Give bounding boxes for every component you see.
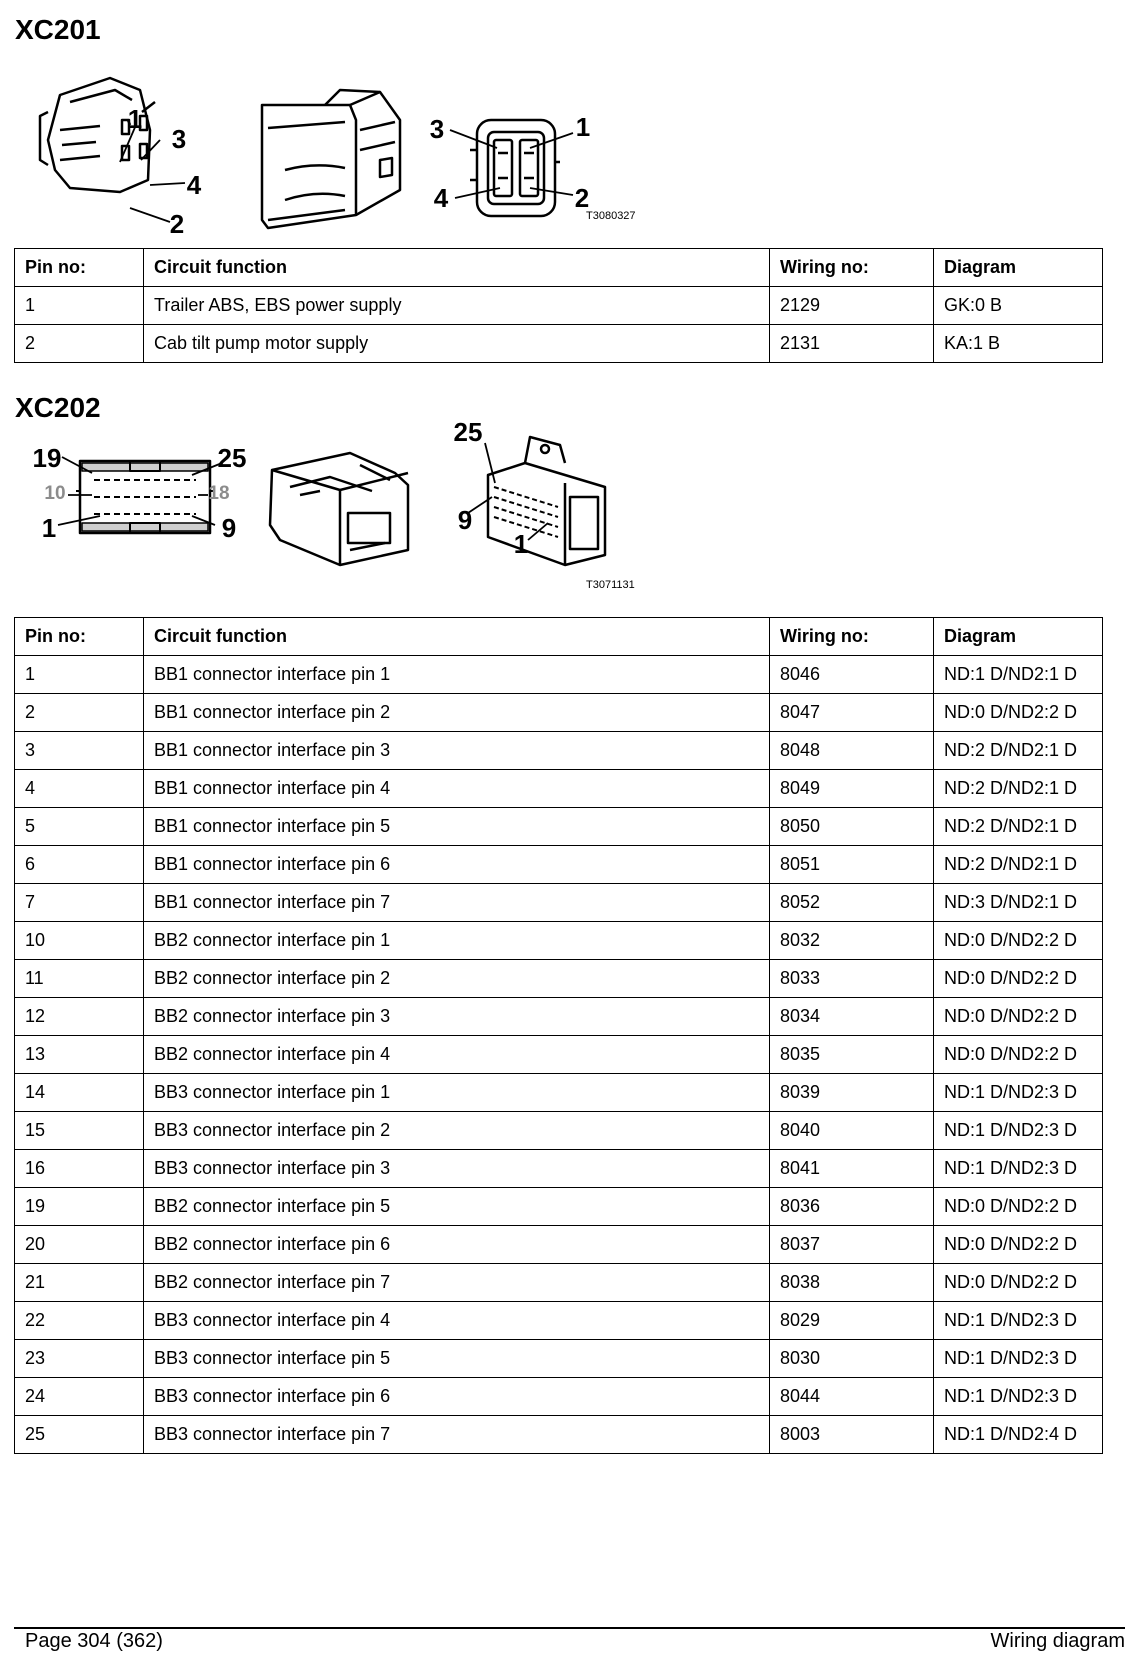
pin-number-cell: 16 [15,1150,144,1188]
callout-pin-2: 2 [169,209,185,239]
wiring-number-cell: 8036 [770,1188,934,1226]
pin-number-cell: 1 [15,287,144,325]
pin-number-cell: 14 [15,1074,144,1112]
circuit-function-cell: BB2 connector interface pin 2 [144,960,770,998]
table-row [15,846,1103,884]
column-header-pin: Pin no: [15,249,144,287]
circuit-function-cell: BB3 connector interface pin 6 [144,1378,770,1416]
table-row [15,1378,1103,1416]
wiring-number-cell: 8044 [770,1378,934,1416]
callout-pin-1: 1 [575,112,591,142]
diagram-cell: ND:2 D/ND2:1 D [934,808,1103,846]
pin-number-cell: 23 [15,1340,144,1378]
circuit-function-cell: BB2 connector interface pin 5 [144,1188,770,1226]
column-header-circuit-function: Circuit function [144,249,770,287]
wiring-number-cell: 8051 [770,846,934,884]
callout-pin-25: 25 [217,443,247,473]
callout-pin-18: 18 [208,483,230,504]
callout-pin-4: 4 [433,183,449,213]
circuit-function-cell: BB2 connector interface pin 4 [144,1036,770,1074]
wiring-number-cell: 8003 [770,1416,934,1454]
circuit-function-cell: Cab tilt pump motor supply [144,325,770,363]
xc201-connector-side-view [40,78,155,192]
wiring-number-cell: 8037 [770,1226,934,1264]
diagram-cell: ND:0 D/ND2:2 D [934,694,1103,732]
wiring-number-cell: 8040 [770,1112,934,1150]
pin-number-cell: 7 [15,884,144,922]
table-row [15,808,1103,846]
wiring-number-cell: 8050 [770,808,934,846]
diagram-cell: GK:0 B [934,287,1103,325]
callout-pin-25: 25 [453,417,483,447]
pin-number-cell: 4 [15,770,144,808]
circuit-function-cell: BB1 connector interface pin 4 [144,770,770,808]
xc202-pin-table [14,617,1103,1454]
wiring-number-cell: 8041 [770,1150,934,1188]
wiring-number-cell: 8033 [770,960,934,998]
wiring-number-cell: 8039 [770,1074,934,1112]
table-row [15,1416,1103,1454]
table-row [15,1226,1103,1264]
wiring-number-cell: 2131 [770,325,934,363]
wiring-number-cell: 8038 [770,1264,934,1302]
diagram-cell: ND:1 D/ND2:3 D [934,1378,1103,1416]
wiring-number-cell: 8029 [770,1302,934,1340]
diagram-cell: ND:2 D/ND2:1 D [934,846,1103,884]
table-row [15,960,1103,998]
pin-number-cell: 22 [15,1302,144,1340]
wiring-number-cell: 8047 [770,694,934,732]
section-title-xc201: XC201 [15,14,101,45]
diagram-cell: ND:0 D/ND2:2 D [934,1264,1103,1302]
circuit-function-cell: BB2 connector interface pin 3 [144,998,770,1036]
diagram-cell: ND:1 D/ND2:3 D [934,1340,1103,1378]
pin-number-cell: 19 [15,1188,144,1226]
table-row [15,325,1103,363]
circuit-function-cell: BB3 connector interface pin 2 [144,1112,770,1150]
xc202-connector-rear-view [488,437,605,565]
xc202-connector-drawings [0,417,700,575]
table-row [15,656,1103,694]
table-row [15,884,1103,922]
column-header-wiring-no: Wiring no: [770,249,934,287]
table-row [15,732,1103,770]
diagram-cell: ND:0 D/ND2:2 D [934,1226,1103,1264]
diagram-cell: ND:1 D/ND2:3 D [934,1302,1103,1340]
wiring-number-cell: 8035 [770,1036,934,1074]
circuit-function-cell: BB3 connector interface pin 7 [144,1416,770,1454]
diagram-cell: ND:3 D/ND2:1 D [934,884,1103,922]
column-header-wiring-no: Wiring no: [770,618,934,656]
pin-number-cell: 1 [15,656,144,694]
pin-number-cell: 25 [15,1416,144,1454]
diagram-cell: ND:1 D/ND2:1 D [934,656,1103,694]
circuit-function-cell: BB1 connector interface pin 6 [144,846,770,884]
table-row [15,1036,1103,1074]
diagram-cell: KA:1 B [934,325,1103,363]
pin-number-cell: 21 [15,1264,144,1302]
figure-reference: T3080327 [586,210,636,222]
table-row [15,1264,1103,1302]
callout-pin-2: 2 [574,183,590,213]
column-header-diagram: Diagram [934,249,1103,287]
diagram-cell: ND:0 D/ND2:2 D [934,1188,1103,1226]
table-row [15,694,1103,732]
figure-reference: T3071131 [586,579,635,591]
xc201-connector-front-view [470,120,560,216]
wiring-number-cell: 8034 [770,998,934,1036]
circuit-function-cell: BB2 connector interface pin 7 [144,1264,770,1302]
circuit-function-cell: BB1 connector interface pin 1 [144,656,770,694]
callout-pin-3: 3 [171,124,187,154]
pin-number-cell: 3 [15,732,144,770]
diagram-cell: ND:1 D/ND2:4 D [934,1416,1103,1454]
table-row [15,770,1103,808]
wiring-number-cell: 2129 [770,287,934,325]
pin-number-cell: 2 [15,325,144,363]
page-number: Page 304 (362) [25,1630,163,1652]
wiring-number-cell: 8052 [770,884,934,922]
callout-pin-1: 1 [41,513,57,543]
diagram-cell: ND:0 D/ND2:2 D [934,998,1103,1036]
diagram-cell: ND:1 D/ND2:3 D [934,1150,1103,1188]
callout-pin-10: 10 [44,483,66,504]
table-row [15,1150,1103,1188]
pin-number-cell: 15 [15,1112,144,1150]
xc201-connector-figure [0,50,700,239]
table-row [15,1112,1103,1150]
table-row [15,998,1103,1036]
callout-pin-9: 9 [221,513,237,543]
xc202-connector-housing-view [270,453,408,565]
circuit-function-cell: BB1 connector interface pin 5 [144,808,770,846]
circuit-function-cell: BB1 connector interface pin 3 [144,732,770,770]
callout-pin-4: 4 [186,170,202,200]
circuit-function-cell: BB1 connector interface pin 7 [144,884,770,922]
callout-pin-1: 1 [127,104,143,134]
pin-number-cell: 13 [15,1036,144,1074]
diagram-cell: ND:0 D/ND2:2 D [934,922,1103,960]
table-row [15,287,1103,325]
pin-number-cell: 5 [15,808,144,846]
pin-number-cell: 10 [15,922,144,960]
xc201-connector-housing-view [262,90,400,228]
circuit-function-cell: BB3 connector interface pin 5 [144,1340,770,1378]
diagram-cell: ND:1 D/ND2:3 D [934,1074,1103,1112]
column-header-pin: Pin no: [15,618,144,656]
circuit-function-cell: BB3 connector interface pin 3 [144,1150,770,1188]
circuit-function-cell: BB2 connector interface pin 6 [144,1226,770,1264]
diagram-cell: ND:2 D/ND2:1 D [934,770,1103,808]
table-header-row [15,249,1103,287]
diagram-cell: ND:1 D/ND2:3 D [934,1112,1103,1150]
xc202-connector-figure [0,417,700,575]
callout-pin-9: 9 [457,505,473,535]
table-row [15,922,1103,960]
footer-divider [14,1627,1125,1629]
pin-number-cell: 6 [15,846,144,884]
circuit-function-cell: BB1 connector interface pin 2 [144,694,770,732]
pin-number-cell: 12 [15,998,144,1036]
table-header-row [15,618,1103,656]
circuit-function-cell: Trailer ABS, EBS power supply [144,287,770,325]
wiring-number-cell: 8032 [770,922,934,960]
diagram-cell: ND:2 D/ND2:1 D [934,732,1103,770]
circuit-function-cell: BB3 connector interface pin 1 [144,1074,770,1112]
xc201-pin-table [14,248,1103,363]
xc201-connector-drawings [0,50,700,239]
pin-number-cell: 20 [15,1226,144,1264]
wiring-number-cell: 8030 [770,1340,934,1378]
diagram-cell: ND:0 D/ND2:2 D [934,1036,1103,1074]
wiring-number-cell: 8048 [770,732,934,770]
diagram-cell: ND:0 D/ND2:2 D [934,960,1103,998]
wiring-number-cell: 8046 [770,656,934,694]
pin-number-cell: 2 [15,694,144,732]
column-header-diagram: Diagram [934,618,1103,656]
pin-number-cell: 11 [15,960,144,998]
wiring-number-cell: 8049 [770,770,934,808]
table-row [15,1302,1103,1340]
xc202-connector-front-view [76,461,214,533]
circuit-function-cell: BB2 connector interface pin 1 [144,922,770,960]
callout-pin-19: 19 [32,443,62,473]
callout-pin-1: 1 [513,529,529,559]
circuit-function-cell: BB3 connector interface pin 4 [144,1302,770,1340]
pin-number-cell: 24 [15,1378,144,1416]
table-row [15,1188,1103,1226]
table-row [15,1074,1103,1112]
column-header-circuit-function: Circuit function [144,618,770,656]
table-row [15,1340,1103,1378]
callout-pin-3: 3 [429,114,445,144]
chapter-title: Wiring diagram [990,1630,1125,1652]
section-title-xc202: XC202 [15,392,101,423]
